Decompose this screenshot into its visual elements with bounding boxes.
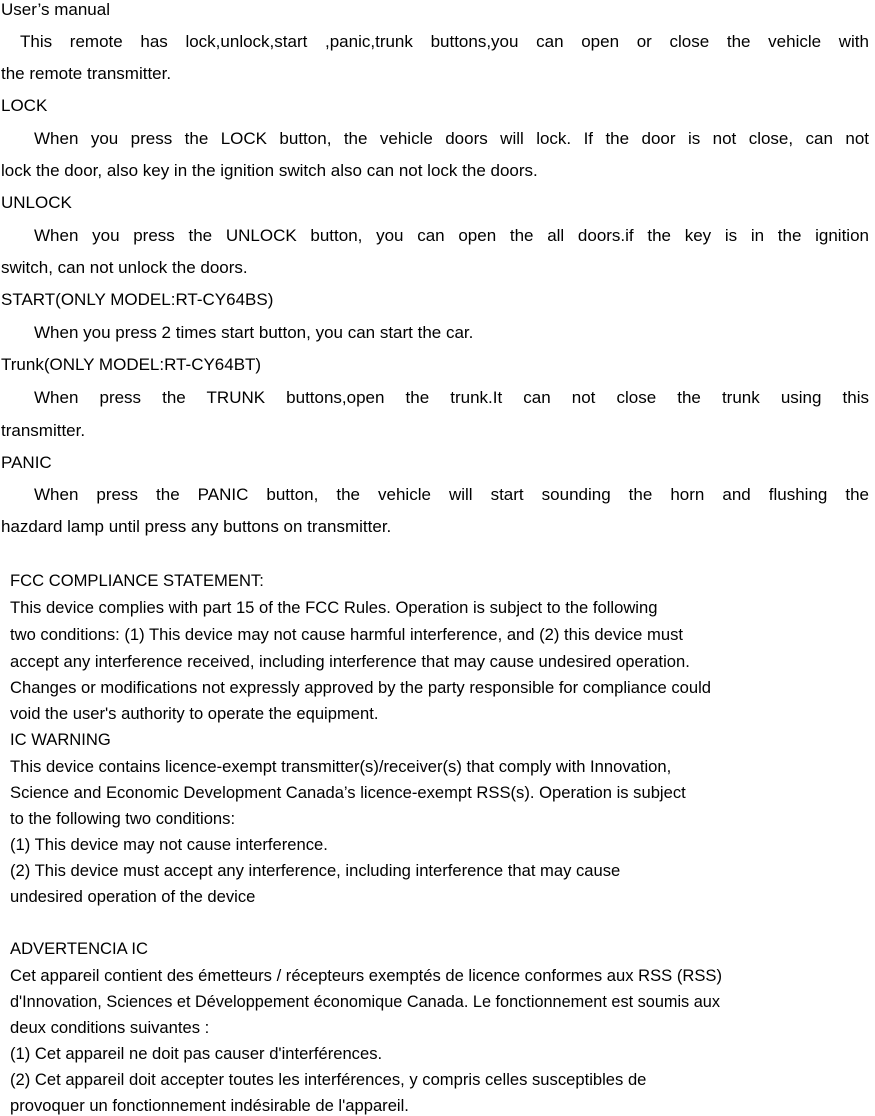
section-heading-panic: PANIC (1, 453, 52, 472)
fcc-text-line: Changes or modifications not expressly approved by the party responsible for compliance could (10, 678, 712, 697)
fcc-text-line: This device complies with part 15 of the FCC Rules. Operation is subject to the following (10, 598, 658, 617)
start-text-line: When you press 2 times start button, you can start the car. (34, 323, 474, 342)
advertencia-text-line: Cet appareil contient des émetteurs / récepteurs exemptés de licence conformes aux RSS (RSS) (10, 966, 723, 985)
intro-line: This remote has lock,unlock,start ,panic,trunk buttons,you can open or close the vehicle with (20, 32, 869, 51)
ic-heading: IC WARNING (10, 730, 111, 749)
section-heading-unlock: UNLOCK (1, 193, 72, 212)
trunk-text-line: When press the TRUNK buttons,open the trunk.It can not close the trunk using this (34, 388, 869, 407)
advertencia-text-line: (2) Cet appareil doit accepter toutes les interférences, y compris celles susceptibles de (10, 1070, 647, 1089)
advertencia-text-line: provoquer un fonctionnement indésirable de l'appareil. (10, 1096, 409, 1115)
ic-text-line: This device contains licence-exempt transmitter(s)/receiver(s) that comply with Innovation, (10, 757, 672, 776)
ic-text-line: (2) This device must accept any interference, including interference that may cause (10, 861, 621, 880)
fcc-text-line: void the user's authority to operate the equipment. (10, 704, 379, 723)
unlock-text-line: switch, can not unlock the doors. (1, 258, 248, 277)
fcc-text-line: two conditions: (1) This device may not cause harmful interference, and (2) this device must (10, 625, 683, 644)
advertencia-text-line: deux conditions suivantes : (10, 1018, 210, 1037)
ic-text-line: Science and Economic Development Canada’s licence-exempt RSS(s). Operation is subject (10, 783, 686, 802)
fcc-text-line: accept any interference received, including interference that may cause undesired operation. (10, 652, 690, 671)
manual-title: User’s manual (1, 0, 110, 19)
ic-text-line: to the following two conditions: (10, 809, 236, 828)
ic-text-line: undesired operation of the device (10, 887, 256, 906)
intro-line: the remote transmitter. (1, 64, 172, 83)
section-heading-start: START(ONLY MODEL:RT-CY64BS) (1, 290, 274, 309)
trunk-text-line: transmitter. (1, 421, 86, 440)
advertencia-heading: ADVERTENCIA IC (10, 939, 149, 958)
advertencia-text-line: (1) Cet appareil ne doit pas causer d'interférences. (10, 1044, 383, 1063)
fcc-heading: FCC COMPLIANCE STATEMENT: (10, 571, 264, 590)
unlock-text-line: When you press the UNLOCK button, you can open the all doors.if the key is in the ignition (34, 226, 869, 245)
panic-text-line: When press the PANIC button, the vehicle will start sounding the horn and flushing the (34, 485, 869, 504)
section-heading-trunk: Trunk(ONLY MODEL:RT-CY64BT) (1, 355, 262, 374)
section-heading-lock: LOCK (1, 96, 48, 115)
lock-text-line: When you press the LOCK button, the vehicle doors will lock. If the door is not close, can not (34, 129, 869, 148)
lock-text-line: lock the door, also key in the ignition switch also can not lock the doors. (1, 161, 538, 180)
panic-text-line: hazdard lamp until press any buttons on transmitter. (1, 517, 392, 536)
advertencia-text-line: d'Innovation, Sciences et Développement économique Canada. Le fonctionnement est soumis aux (10, 993, 720, 1011)
ic-text-line: (1) This device may not cause interference. (10, 835, 328, 854)
